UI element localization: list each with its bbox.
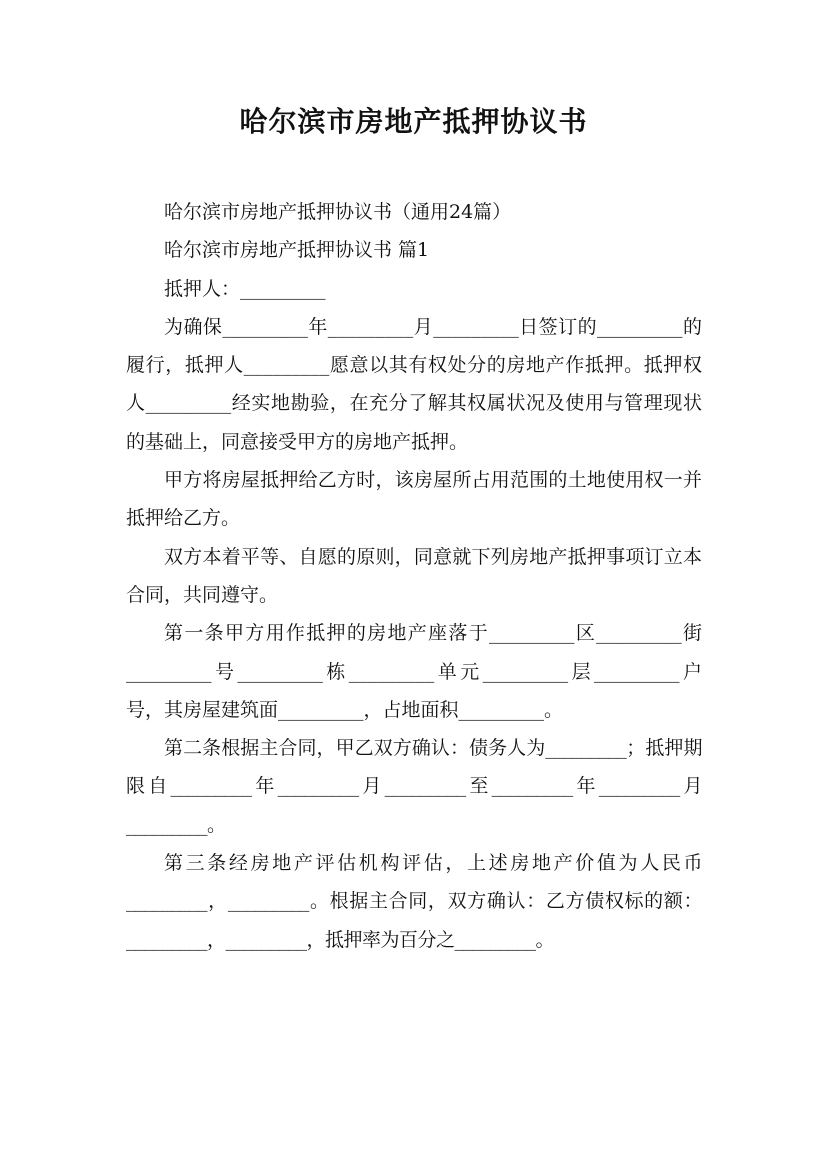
- document-body: [126, 193, 702, 959]
- paragraph-mortgagor: 抵押人：_________: [164, 277, 326, 300]
- paragraph-intro: 为确保_________年_________月_________日签订的_________的履行，抵押人_________愿意以其有权处分的房地产作抵押。抵押权人_________经实地勘验，在充分了解其权属状况及使用与管理现状的基础上，同意接受甲方的房地产抵押。: [126, 315, 702, 453]
- paragraph-principle: 双方本着平等、自愿的原则，同意就下列房地产抵押事项订立本合同，共同遵守。: [126, 545, 702, 606]
- document-title: 哈尔滨市房地产抵押协议书: [239, 105, 588, 138]
- paragraph-article-2: 第二条根据主合同，甲乙双方确认：债务人为_________；抵押期限自_________年_________月_________至_________年_________月_________。: [126, 737, 702, 836]
- paragraph-article-3: 第三条经房地产评估机构评估，上述房地产价值为人民币_________，_________。根据主合同，双方确认：乙方债权标的额：_________，_________，抵押率为百分之_________。: [126, 852, 702, 951]
- paragraph-article-1: 第一条甲方用作抵押的房地产座落于_________区_________街_________号_________栋_________单元_________层_________户号，其房屋建筑面_________，占地面积_________。: [126, 622, 702, 721]
- paragraph-land-use: 甲方将房屋抵押给乙方时，该房屋所占用范围的土地使用权一并抵押给乙方。: [126, 469, 702, 530]
- paragraph-section-heading: 哈尔滨市房地产抵押协议书 篇1: [164, 239, 430, 262]
- paragraph-subtitle: 哈尔滨市房地产抵押协议书（通用24篇）: [164, 201, 512, 223]
